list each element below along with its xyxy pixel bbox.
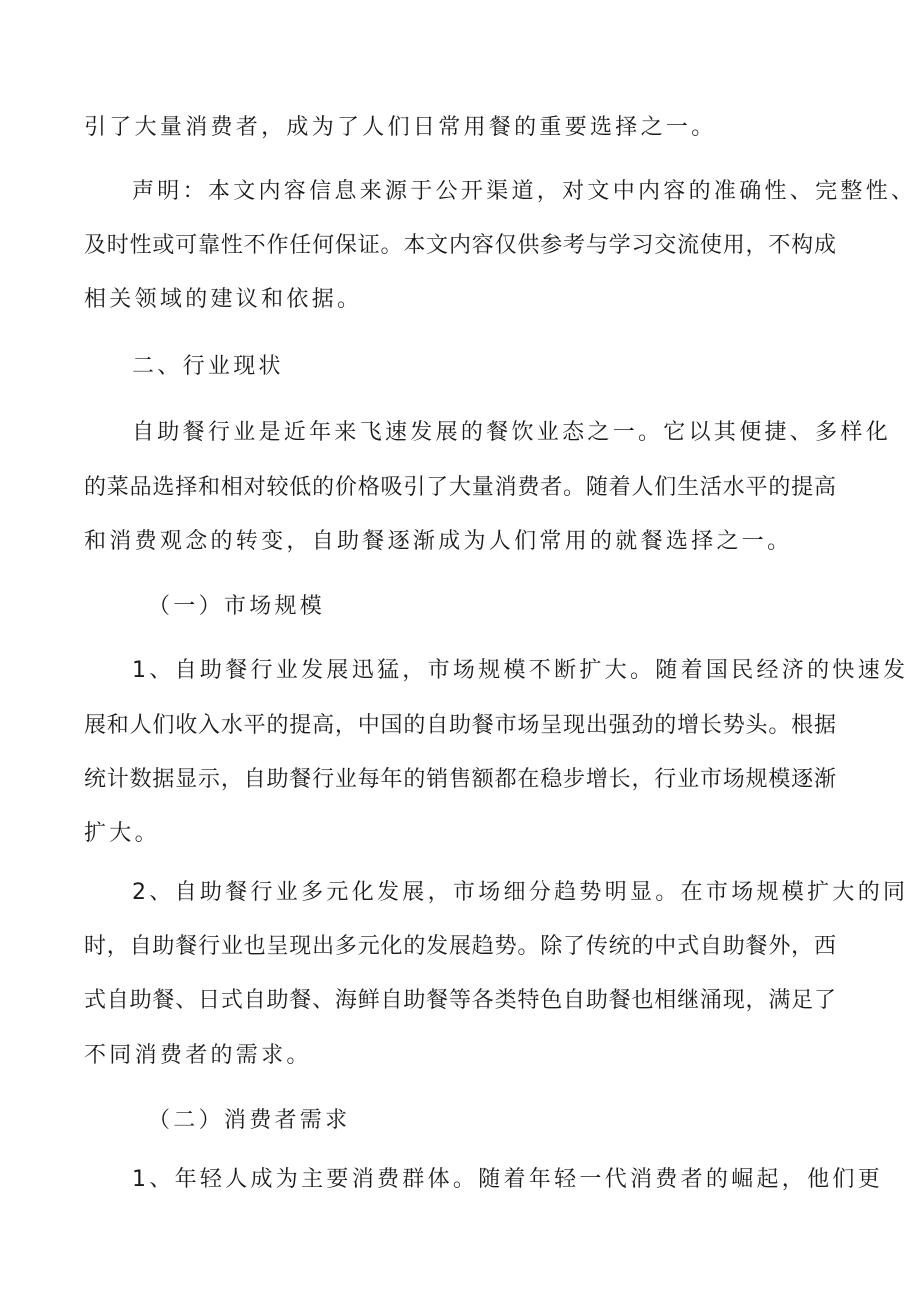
- paragraph-line: 自助餐行业是近年来飞速发展的餐饮业态之一。它以其便捷、多样化: [132, 420, 892, 445]
- paragraph-line: 1、年轻人成为主要消费群体。随着年轻一代消费者的崛起，他们更: [132, 1167, 883, 1192]
- paragraph-line: 展和人们收入水平的提高，中国的自助餐市场呈现出强劲的增长势头。根据: [84, 713, 836, 738]
- paragraph-line: 引了大量消费者，成为了人们日常用餐的重要选择之一。: [84, 115, 717, 140]
- paragraph-line: 不同消费者的需求。: [84, 1043, 312, 1068]
- disclaimer-line: 声明：本文内容信息来源于公开渠道，对文中内容的准确性、完整性、: [132, 179, 917, 204]
- disclaimer-line: 及时性或可靠性不作任何保证。本文内容仅供参考与学习交流使用，不构成: [84, 233, 836, 258]
- paragraph-line: 1、自助餐行业发展迅猛，市场规模不断扩大。随着国民经济的快速发: [132, 658, 909, 683]
- subsection-heading: （一）市场规模: [148, 594, 326, 619]
- subsection-heading: （二）消费者需求: [148, 1108, 351, 1133]
- paragraph-line: 的菜品选择和相对较低的价格吸引了大量消费者。随着人们生活水平的提高: [84, 475, 836, 500]
- paragraph-line: 统计数据显示，自助餐行业每年的销售额都在稳步增长，行业市场规模逐渐: [84, 767, 836, 792]
- paragraph-line: 式自助餐、日式自助餐、海鲜自助餐等各类特色自助餐也相继涌现，满足了: [84, 988, 836, 1013]
- paragraph-line: 扩大。: [84, 821, 160, 846]
- paragraph-line: 2、自助餐行业多元化发展，市场细分趋势明显。在市场规模扩大的同: [132, 880, 909, 905]
- disclaimer-line: 相关领域的建议和依据。: [84, 287, 363, 312]
- paragraph-line: 时，自助餐行业也呈现出多元化的发展趋势。除了传统的中式自助餐外，西: [84, 934, 836, 959]
- paragraph-line: 和消费观念的转变，自助餐逐渐成为人们常用的就餐选择之一。: [84, 529, 793, 554]
- section-heading: 二、行业现状: [132, 354, 284, 379]
